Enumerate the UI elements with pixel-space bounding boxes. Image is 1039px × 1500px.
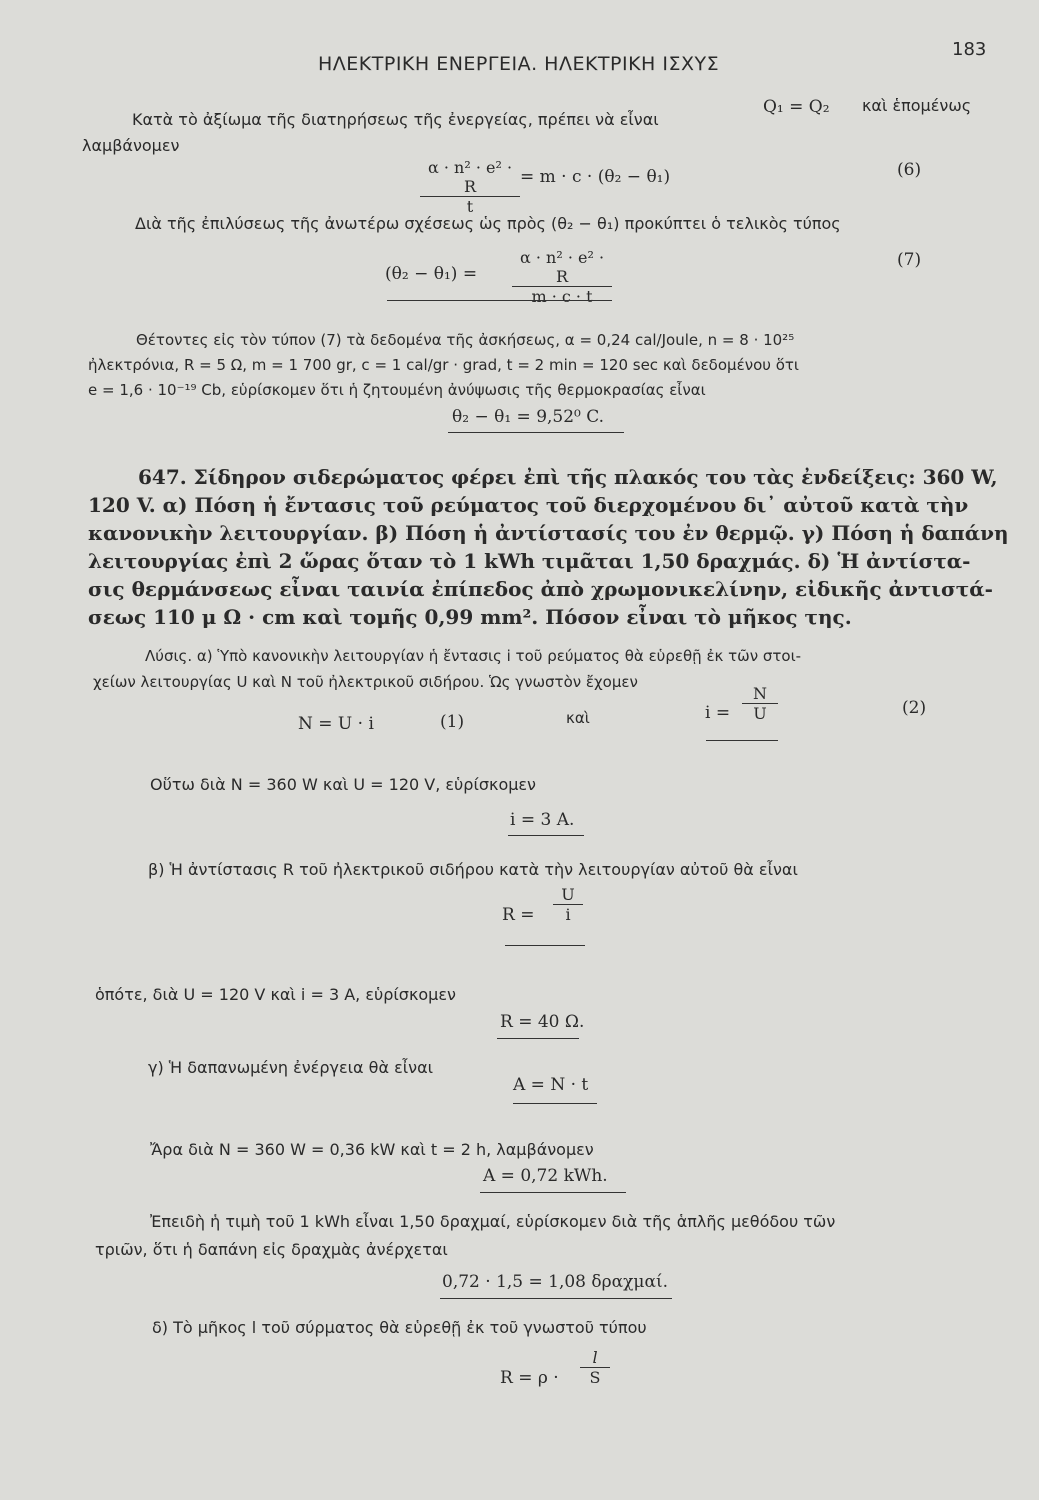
data-line-3: e = 1,6 · 10⁻¹⁹ Cb, εὑρίσκομεν ὅτι ἡ ζητουμένη ἀνύψωσις τῆς θερμοκρασίας εἶναι xyxy=(88,381,706,399)
cost-line-2: τριῶν, ὅτι ἡ δαπάνη εἰς δραχμὰς ἀνέρχεται xyxy=(95,1240,448,1259)
eq6-fraction xyxy=(420,158,520,216)
resistance-values-line: ὁπότε, διὰ U = 120 V καὶ i = 3 A, εὑρίσκομεν xyxy=(95,985,456,1004)
problem-line-4: λειτουργίας ἐπὶ 2 ὥρας ὅταν τὸ 1 kWh τιμᾶται 1,50 δραχμάς. δ) Ἡ ἀντίστα- xyxy=(88,549,971,573)
problem-line-1: 647. Σίδηρον σιδερώματος φέρει ἐπὶ τῆς πλακός του τὰς ἐνδείξεις: 360 W, xyxy=(138,465,998,489)
intro-line-1: Κατὰ τὸ ἀξίωμα τῆς διατηρήσεως τῆς ἐνεργείας, πρέπει νὰ εἶναι xyxy=(132,110,659,129)
eq7-fraction xyxy=(512,248,612,306)
intro-continuation: καὶ ἑπομένως xyxy=(862,96,972,115)
problem-line-2: 120 V. α) Πόση ἡ ἔντασις τοῦ ρεύματος τοῦ διερχομένου δι᾿ αὐτοῦ κατὰ τὴν xyxy=(88,493,969,517)
resistance-result: R = 40 Ω. xyxy=(500,1012,585,1032)
energy-result: A = 0,72 kWh. xyxy=(483,1166,608,1186)
power-formula-tag: (1) xyxy=(440,712,465,732)
eq6-denominator: t xyxy=(466,197,474,216)
resistance-formula-fraction xyxy=(553,885,583,924)
cost-line-1: Ἐπειδὴ ἡ τιμὴ τοῦ 1 kWh εἶναι 1,50 δραχμαί, εὑρίσκομεν διὰ τῆς ἁπλῆς μεθόδου τῶν xyxy=(150,1212,836,1231)
resistance-intro: β) Ἡ ἀντίστασις R τοῦ ἠλεκτρικοῦ σιδήρου κατὰ τὴν λειτουργίαν αὐτοῦ θὰ εἶναι xyxy=(148,860,798,879)
current-formula-underline xyxy=(706,740,778,741)
energy-formula: A = N · t xyxy=(513,1075,589,1095)
and-word: καὶ xyxy=(566,709,590,727)
current-formula-denominator: U xyxy=(753,704,767,723)
eq6-tag: (6) xyxy=(897,160,922,180)
current-result: i = 3 A. xyxy=(510,810,575,830)
resistivity-formula-fraction xyxy=(580,1348,610,1387)
data-line-1: Θέτοντες εἰς τὸν τύπον (7) τὰ δεδομένα τῆς ἀσκήσεως, α = 0,24 cal/Joule, n = 8 · 10²⁵ xyxy=(136,331,795,349)
data-line-2: ἠλεκτρόνια, R = 5 Ω, m = 1 700 gr, c = 1 cal/gr · grad, t = 2 min = 120 sec καὶ δεδομένου ὅτι xyxy=(88,356,799,374)
cost-result: 0,72 · 1,5 = 1,08 δραχμαί. xyxy=(442,1272,669,1292)
current-formula-numerator: N xyxy=(753,684,767,703)
running-header: ΗΛΕΚΤΡΙΚΗ ΕΝΕΡΓΕΙΑ. ΗΛΕΚΤΡΙΚΗ ΙΣΧΥΣ xyxy=(318,53,720,75)
energy-intro: γ) Ἡ δαπανωμένη ἐνέργεια θὰ εἶναι xyxy=(148,1058,434,1077)
given-values-line: Οὕτω διὰ N = 360 W καὶ U = 120 V, εὑρίσκομεν xyxy=(150,775,536,794)
length-intro: δ) Τὸ μῆκος l τοῦ σύρματος θὰ εὑρεθῇ ἐκ τοῦ γνωστοῦ τύπου xyxy=(152,1318,647,1337)
cost-result-underline xyxy=(440,1298,672,1299)
current-formula-lhs: i = xyxy=(705,703,731,723)
temperature-result: θ₂ − θ₁ = 9,52⁰ C. xyxy=(452,407,605,427)
energy-formula-underline xyxy=(513,1103,597,1104)
problem-line-3: κανονικὴν λειτουργίαν. β) Πόση ἡ ἀντίστασίς του ἐν θερμῷ. γ) Πόση ἡ δαπάνη xyxy=(88,521,1009,545)
eq7-tag: (7) xyxy=(897,250,922,270)
eq6-right-side: = m · c · (θ₂ − θ₁) xyxy=(520,167,671,187)
resistance-formula-underline xyxy=(505,945,585,946)
problem-line-6: σεως 110 μ Ω · cm καὶ τομῆς 0,99 mm². Πόσον εἶναι τὸ μῆκος της. xyxy=(88,605,852,629)
eq7-underline xyxy=(387,300,612,301)
current-formula-tag: (2) xyxy=(902,698,927,718)
eq7-numerator: α · n² · e² · R xyxy=(519,248,605,286)
energy-result-underline xyxy=(480,1192,626,1193)
resistivity-formula-numerator: l xyxy=(592,1348,598,1367)
temperature-result-underline xyxy=(448,432,624,433)
eq7-denominator: m · c · t xyxy=(531,287,593,306)
intro-line-2: λαμβάνομεν xyxy=(82,136,180,155)
resistance-formula-numerator: U xyxy=(561,885,575,904)
current-result-underline xyxy=(508,835,584,836)
resistance-result-underline xyxy=(497,1038,579,1039)
energy-values-line: Ἄρα διὰ N = 360 W = 0,36 kW καὶ t = 2 h, λαμβάνομεν xyxy=(150,1140,594,1159)
intro-equality: Q₁ = Q₂ xyxy=(763,97,830,117)
eq6-numerator: α · n² · e² · R xyxy=(427,158,513,196)
resistance-formula-lhs: R = xyxy=(502,905,535,925)
solution-line-2: χείων λειτουργίας U καὶ N τοῦ ἠλεκτρικοῦ σιδήρου. Ὡς γνωστὸν ἔχομεν xyxy=(93,673,638,691)
page-number: 183 xyxy=(952,39,987,60)
solution-line-1: Λύσις. α) Ὑπὸ κανονικὴν λειτουργίαν ἡ ἔντασις i τοῦ ρεύματος θὰ εὑρεθῇ ἐκ τῶν στοι- xyxy=(145,647,802,665)
resistivity-formula-denominator: S xyxy=(589,1368,601,1387)
eq7-left-side: (θ₂ − θ₁) = xyxy=(385,264,478,284)
resistance-formula-denominator: i xyxy=(565,905,571,924)
problem-line-5: σις θερμάνσεως εἶναι ταινία ἐπίπεδος ἀπὸ χρωμονικελίνην, εἰδικῆς ἀντιστά- xyxy=(88,577,993,601)
power-formula: N = U · i xyxy=(298,714,374,734)
solve-line: Διὰ τῆς ἐπιλύσεως τῆς ἀνωτέρω σχέσεως ὡς πρὸς (θ₂ − θ₁) προκύπτει ὁ τελικὸς τύπος xyxy=(135,214,841,233)
resistivity-formula-lhs: R = ρ · xyxy=(500,1368,559,1388)
current-formula-fraction xyxy=(742,684,778,723)
